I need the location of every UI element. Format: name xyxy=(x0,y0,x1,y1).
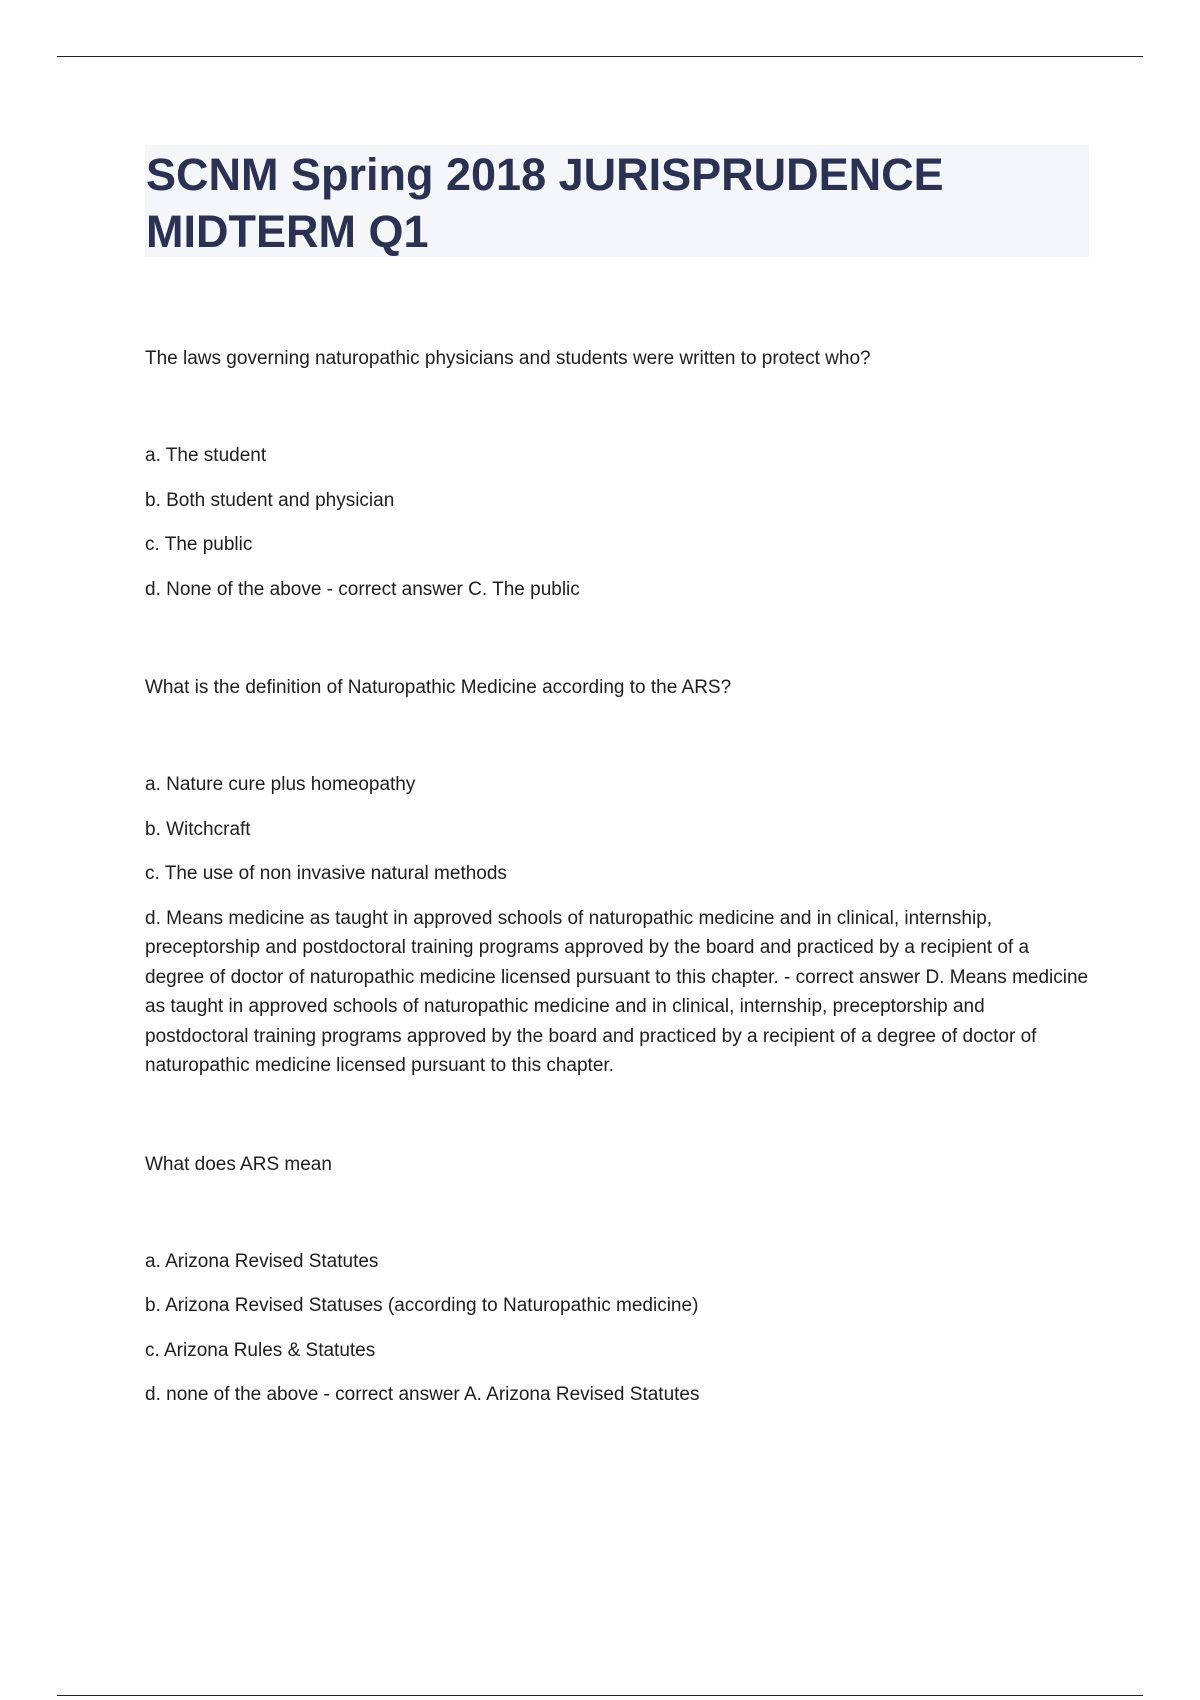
answer-option-a: a. The student xyxy=(145,445,267,466)
answer-option-c: c. Arizona Rules & Statutes xyxy=(145,1339,376,1361)
answer-option-c: c. The use of non invasive natural methods xyxy=(145,863,507,884)
answer-option-d: d. None of the above - correct answer C. The public xyxy=(145,578,580,600)
document-title: SCNM Spring 2018 JURISPRUDENCE MIDTERM Q1 xyxy=(146,149,944,257)
answer-option-d: d. none of the above - correct answer A. Arizona Revised Statutes xyxy=(145,1384,700,1405)
answer-options xyxy=(145,1247,1090,1410)
bottom-rule xyxy=(57,1695,1143,1696)
answer-option-a: a. Nature cure plus homeopathy xyxy=(145,774,416,795)
question-text: What is the definition of Naturopathic Medicine according to the ARS? xyxy=(145,677,732,698)
answer-option-b: b. Witchcraft xyxy=(145,818,251,840)
question-block-2 xyxy=(145,673,1090,1081)
question-text: The laws governing naturopathic physicians and students were written to protect who? xyxy=(145,348,871,369)
answer-option-d: d. Means medicine as taught in approved schools of naturopathic medicine and in clinical, internship, preceptorship and postdoctoral training programs approved by the board and practiced by a recipient of a degree of doctor of naturopathic medicine licensed pursuant to this chapter. - correct answer D. Means medicine as taught in approved schools of naturopathic medicine and in clinical, internship, preceptorship and postdoctoral training programs approved by the board and practiced by a recipient of a degree of doctor of naturopathic medicine licensed pursuant to this chapter. xyxy=(145,907,1089,1076)
question-block-1 xyxy=(145,344,1090,604)
top-rule xyxy=(57,56,1143,57)
answer-option-b: b. Arizona Revised Statuses (according to Naturopathic medicine) xyxy=(145,1295,699,1316)
question-block-3 xyxy=(145,1150,1090,1410)
document-body xyxy=(145,344,1090,1410)
question-text: What does ARS mean xyxy=(145,1153,332,1175)
answer-option-c: c. The public xyxy=(145,534,253,555)
answer-options xyxy=(145,770,1090,1081)
answer-options xyxy=(145,441,1090,604)
answer-option-a: a. Arizona Revised Statutes xyxy=(145,1250,379,1272)
answer-option-b: b. Both student and physician xyxy=(145,489,395,511)
